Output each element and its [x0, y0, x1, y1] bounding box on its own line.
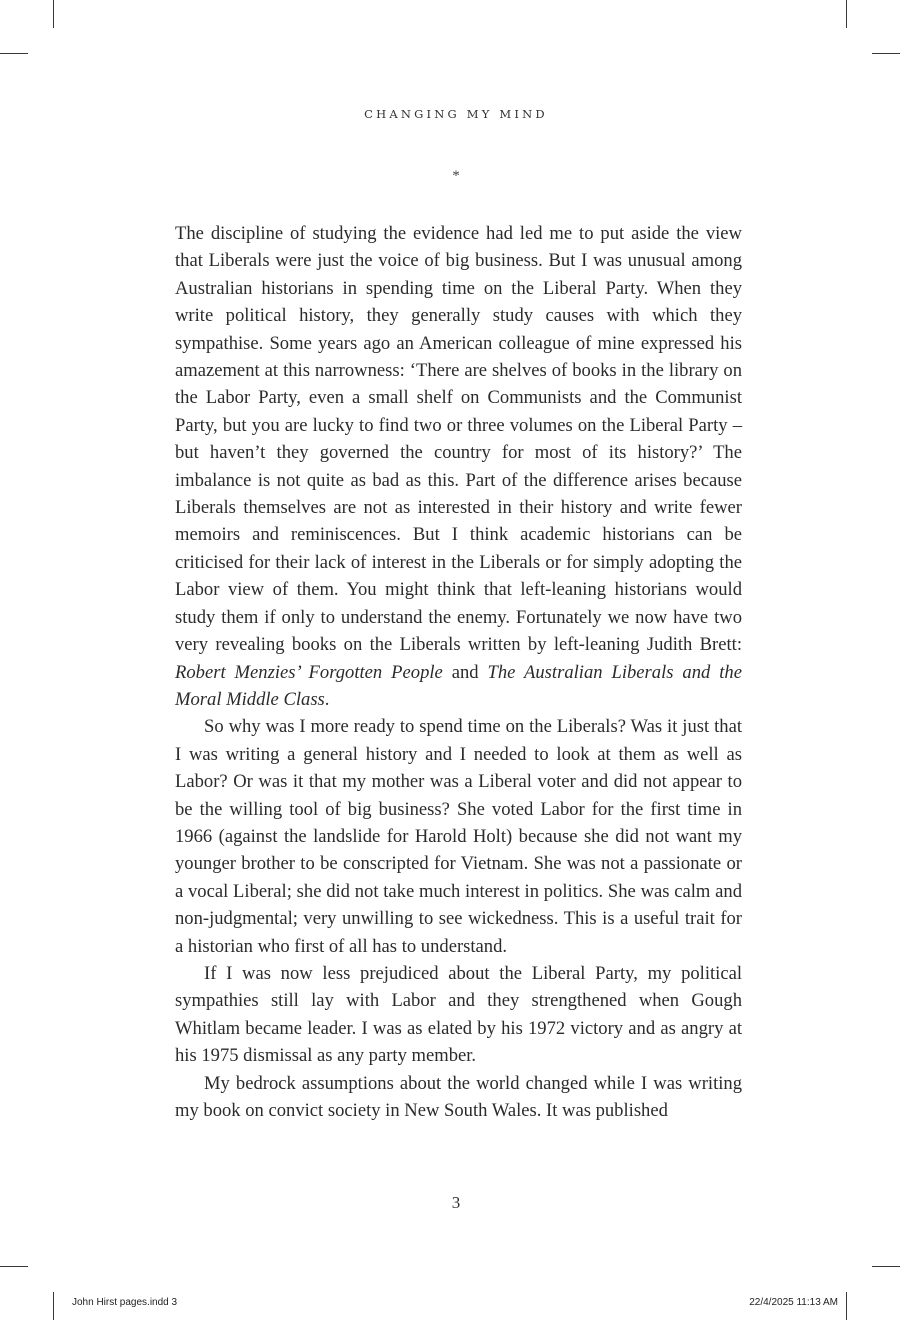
section-break: * — [452, 168, 460, 184]
crop-mark-left-top — [0, 53, 28, 54]
page-number: 3 — [451, 1193, 461, 1212]
crop-mark-bottom-right — [846, 1292, 847, 1320]
crop-mark-right-top — [872, 53, 900, 54]
crop-mark-top-right — [846, 0, 847, 28]
crop-mark-bottom-left — [53, 1292, 54, 1320]
slug-filename: John Hirst pages.indd 3 — [72, 1297, 178, 1308]
paragraph-1 — [175, 220, 742, 713]
paragraph-4: My bedrock assumptions about the world changed while I was writing my book on convict society in New South Wales. It was published — [175, 1072, 742, 1121]
paragraph-3: If I was now less prejudiced about the Liberal Party, my political sympathies still lay with Labor and they strengthened when Gough Whitlam became leader. I was as elated by his 1972 victory and as angry at his 1975 dismissal as any party member. — [175, 962, 742, 1067]
paragraph-1-conjunction: and — [442, 661, 488, 683]
body-text — [175, 220, 742, 1124]
book-title-1: Robert Menzies’ Forgotten People — [175, 661, 443, 683]
paragraph-1-end: . — [324, 688, 330, 710]
slug-timestamp: 22/4/2025 11:13 AM — [749, 1297, 838, 1308]
crop-mark-right-bottom — [872, 1266, 900, 1267]
crop-mark-left-bottom — [0, 1266, 28, 1267]
book-title-2: The Australian Liberals and the Moral Middle Class — [175, 661, 742, 710]
paragraph-2: So why was I more ready to spend time on the Liberals? Was it just that I was writing a general history and I needed to look at them as well as Labor? Or was it that my mother was a Liberal voter and did not appear to be the willing tool of big business? She voted Labor for the first time in 1966 (against the landslide for Harold Holt) because she did not want my younger brother to be conscripted for Vietnam. She was not a passionate or a vocal Liberal; she did not take much interest in politics. She was calm and non-judgmental; very unwilling to see wickedness. This is a useful trait for a historian who first of all has to understand. — [175, 716, 742, 957]
running-head: CHANGING MY MIND — [364, 107, 548, 121]
crop-mark-top-left — [53, 0, 54, 28]
paragraph-1-text: The discipline of studying the evidence had led me to put aside the view that Liberals were just the voice of big business. But I was unusual among Australian historians in spending time on the Liberal Party. When they write political history, they generally study causes with which they sympathise. Some years ago an American colleague of mine expressed his amazement at this narrowness: ‘There are shelves of books in the library on the Labor Party, even a small shelf on Communists and the Communist Party, but you are lucky to find two or three volumes on the Liberal Party – but haven’t they governed the country for most of its history?’ The imbalance is not quite as bad as this. Part of the difference arises because Liberals themselves are not as interested in their history and write fewer memoirs and reminiscences. But I think academic historians can be criticised for their lack of interest in the Liberals or for simply adopting the Labor view of them. You might think that left-leaning historians would study them if only to understand the enemy. Fortunately we now have two very revealing books on the Liberals written by left-leaning Judith Brett: — [175, 223, 742, 656]
